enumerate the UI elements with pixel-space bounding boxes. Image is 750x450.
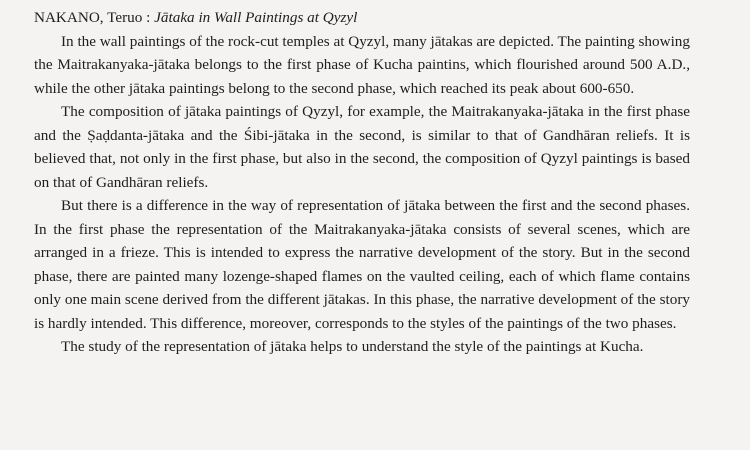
abstract-page: [34, 6, 690, 359]
paragraph-2: The composition of jātaka paintings of Qyzyl, for example, the Maitrakanyaka-jātaka in the first phase and the Ṣaḍdanta-jātaka and the Śibi-jātaka in the second, is similar to that of Gandhāran reliefs. It is believed that, not only in the first phase, but also in the second, the composition of Qyzyl paintings is based on that of Gandhāran reliefs.: [34, 103, 690, 191]
paragraph-1: In the wall paintings of the rock-cut temples at Qyzyl, many jātakas are depicted. The painting showing the Maitrakanyaka-jātaka belongs to the first phase of Kucha paintins, which flourished around 500 A.D., while the other jātaka paintings belong to the second phase, which reached its peak about 600-650.: [34, 32, 690, 97]
paragraph-4: The study of the representation of jātaka helps to understand the style of the paintings at Kucha.: [61, 338, 644, 355]
author-name: NAKANO, Teruo: [34, 9, 143, 26]
paragraph-3: But there is a difference in the way of representation of jātaka between the first and the second phases. In the first phase the representation of the Maitrakanyaka-jātaka consists of several scenes, which are arranged in a frieze. This is intended to express the narrative development of the story. But in the second phase, there are painted many lozenge-shaped flames on the vaulted ceiling, each of which flame contains only one main scene derived from the different jātakas. In this phase, the narrative development of the story is hardly intended. This difference, moreover, corresponds to the styles of the paintings of the two phases.: [34, 197, 690, 332]
paper-title: Jātaka in Wall Paintings at Qyzyl: [154, 9, 358, 26]
abstract-heading: [34, 6, 690, 30]
heading-separator: :: [142, 9, 155, 26]
